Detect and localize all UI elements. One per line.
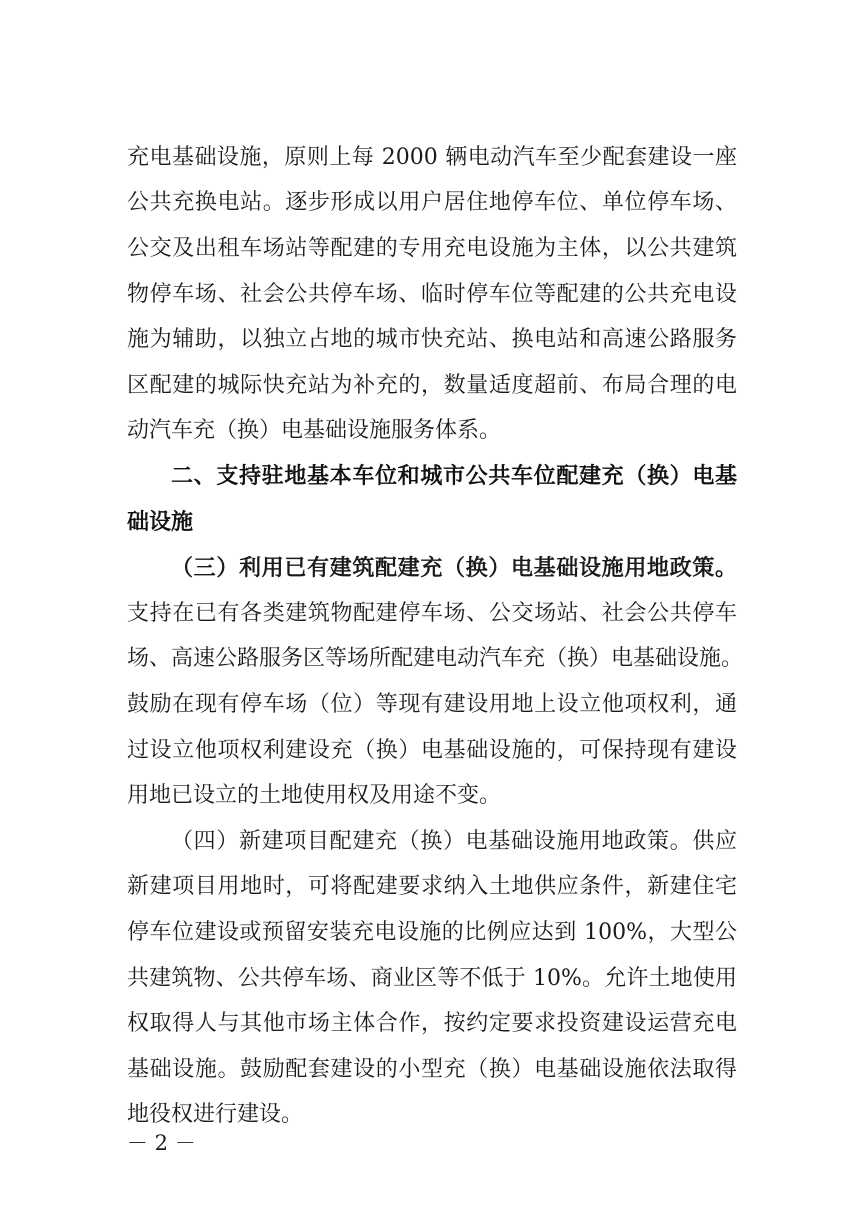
body-text-line: 动汽车充（换）电基础设施服务体系。: [127, 418, 502, 443]
section-heading: 二、支持驻地基本车位和城市公共车位配建充（换）电基: [171, 464, 737, 489]
body-text-line: 公交及出租车场站等配建的专用充电设施为主体，以公共建筑: [127, 236, 737, 261]
body-text-line: 停车位建设或预留安装充电设施的比例应达到 100%，大型公: [127, 920, 737, 945]
body-text-line: 支持在已有各类建筑物配建停车场、公交场站、社会公共停车: [127, 601, 737, 626]
subsection-title: （四）新建项目配建充（换）电基础设施用地政策。供应: [171, 829, 737, 854]
body-text-line: 过设立他项权利建设充（换）电基础设施的，可保持现有建设: [127, 738, 737, 763]
subsection-title: （三）利用已有建筑配建充（换）电基础设施用地政策。: [171, 555, 737, 581]
body-text-line: 鼓励在现有停车场（位）等现有建设用地上设立他项权利，通: [127, 692, 737, 717]
body-text-line: 权取得人与其他市场主体合作，按约定要求投资建设运营充电: [127, 1011, 737, 1036]
body-text-line: 区配建的城际快充站为补充的，数量适度超前、布局合理的电: [127, 373, 737, 398]
body-text-line: 新建项目用地时，可将配建要求纳入土地供应条件，新建住宅: [127, 874, 737, 899]
body-text-line: 物停车场、社会公共停车场、临时停车位等配建的公共充电设: [127, 282, 737, 307]
section-heading-continuation: 础设施: [127, 510, 194, 535]
body-text-line: 共建筑物、公共停车场、商业区等不低于 10%。允许土地使用: [127, 966, 737, 991]
body-text-line: 施为辅助，以独立占地的城市快充站、换电站和高速公路服务: [127, 327, 737, 352]
body-text-line: 地役权进行建设。: [127, 1102, 304, 1127]
page-number: － 2 －: [127, 1131, 196, 1155]
body-text-line: 公共充换电站。逐步形成以用户居住地停车位、单位停车场、: [127, 190, 737, 215]
body-text-line: 基础设施。鼓励配套建设的小型充（换）电基础设施依法取得: [127, 1057, 737, 1082]
body-text-line: 场、高速公路服务区等场所配建电动汽车充（换）电基础设施。: [127, 646, 744, 671]
body-text-line: 用地已设立的土地使用权及用途不变。: [127, 783, 502, 808]
body-text-line: 充电基础设施，原则上每 2000 辆电动汽车至少配套建设一座: [127, 145, 737, 170]
